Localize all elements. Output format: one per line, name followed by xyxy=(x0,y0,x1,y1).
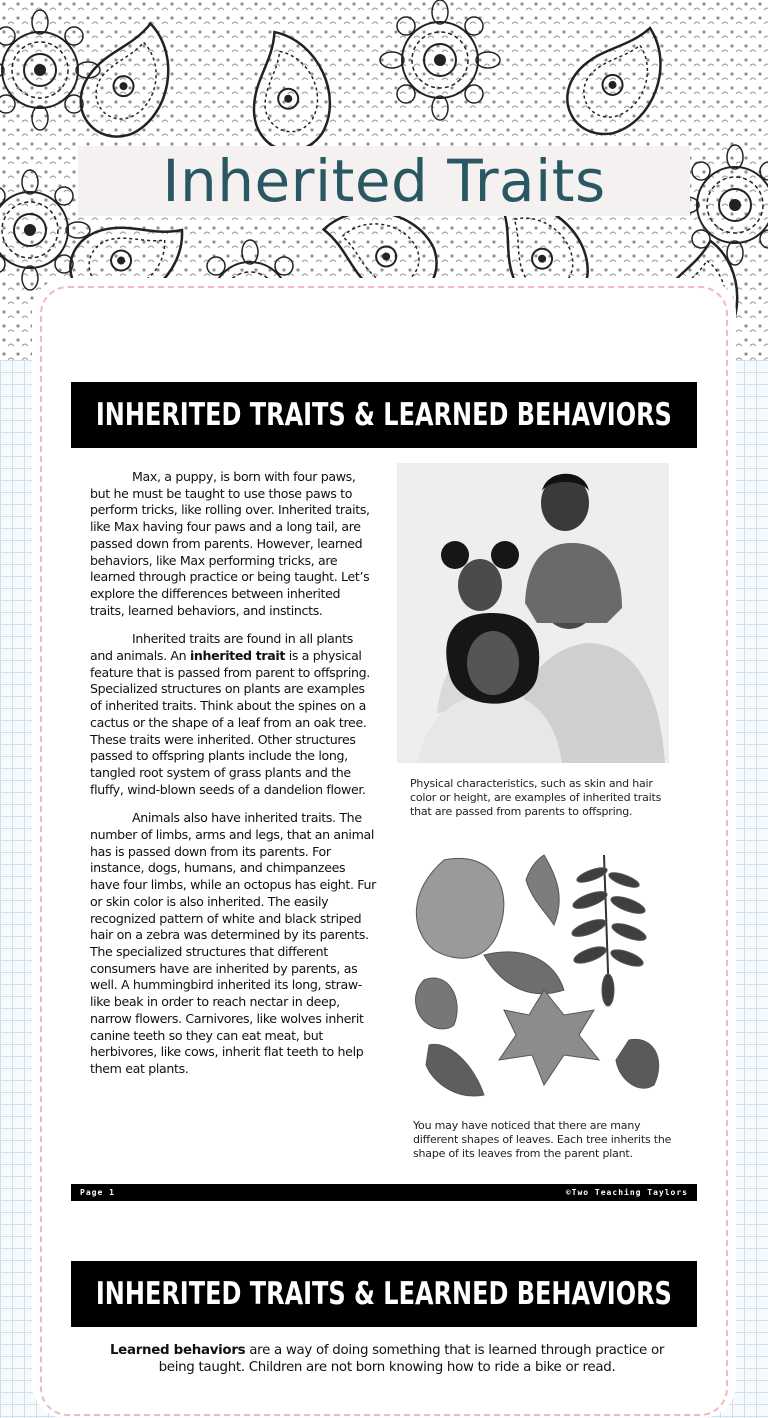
title-band xyxy=(78,146,690,216)
leaves-caption: You may have noticed that there are many different shapes of leaves. Each tree inherits the shape of its leaves from the parent plant. xyxy=(413,1119,672,1160)
photo-caption: Physical characteristics, such as skin and hair color or height, are examples of inherited traits that are passed from parents to offspring. xyxy=(410,777,662,818)
paragraph-animals: Animals also have inherited traits. The number of limbs, arms and legs, that an animal has is passed down from its parents. For instance, dogs, humans, and chimpanzees have four limbs, while an octopus has eight. Fur or skin color is also inherited. The easily recognized pattern of white and black striped hair on a zebra was determined by its parents. The specialized structures that different consumers have are inherited by parents, as well. A hummingbird inherited its long, straw-like beak in order to reach nectar in deep, narrow flowers. Carnivores, like wolves inherit canine teeth so they can eat meat, but herbivores, like cows, inherit flat teeth to help them eat plants. xyxy=(90,810,376,1076)
para2-after: is a physical feature that is passed from parent to offspring. Specialized structures on plants are examples of inherited traits. Think about the spines on a cactus or the shape of a leaf from an oak tree. These traits were inherited. Other structures passed to offspring plants include the long, tangled root system of grass plants and the fluffy, wind-blown seeds of a dandelion flower. xyxy=(90,648,370,797)
page1-banner-text: INHERITED TRAITS & LEARNED BEHAVIORS xyxy=(96,397,672,433)
para2-bold-term: inherited trait xyxy=(189,648,286,664)
page2-banner xyxy=(71,1261,697,1327)
family-photo xyxy=(397,463,669,763)
page1-banner xyxy=(71,382,697,448)
page2-banner-text: INHERITED TRAITS & LEARNED BEHAVIORS xyxy=(96,1276,672,1312)
page2-bold-term: Learned behaviors xyxy=(109,1343,246,1358)
page2-intro-rest: are a way of doing something that is learned through practice or being taught. Children are not born knowing how to ride a bike or read. xyxy=(158,1343,665,1375)
family-photo-illustration xyxy=(397,463,669,763)
page1-footer xyxy=(71,1184,697,1201)
page1-text-column xyxy=(90,469,376,1090)
page2-intro xyxy=(92,1342,682,1376)
leaves-drawing xyxy=(404,850,670,1110)
page-title: Inherited Traits xyxy=(162,147,606,215)
paragraph-inherited-traits xyxy=(90,631,376,798)
page-number: Page 1 xyxy=(80,1188,115,1197)
leaves-illustration xyxy=(404,850,670,1110)
copyright: ©Two Teaching Taylors xyxy=(565,1188,688,1197)
para2-before: Inherited traits are found in all plants and animals. An xyxy=(90,631,353,664)
paragraph-intro: Max, a puppy, is born with four paws, but he must be taught to use those paws to perform tricks, like rolling over. Inherited traits, like Max having four paws and a long tail, are passed down from parents. However, learned behaviors, like Max performing tricks, are learned through practice or being taught. Let’s explore the differences between inherited traits, learned behaviors, and instincts. xyxy=(90,469,370,618)
